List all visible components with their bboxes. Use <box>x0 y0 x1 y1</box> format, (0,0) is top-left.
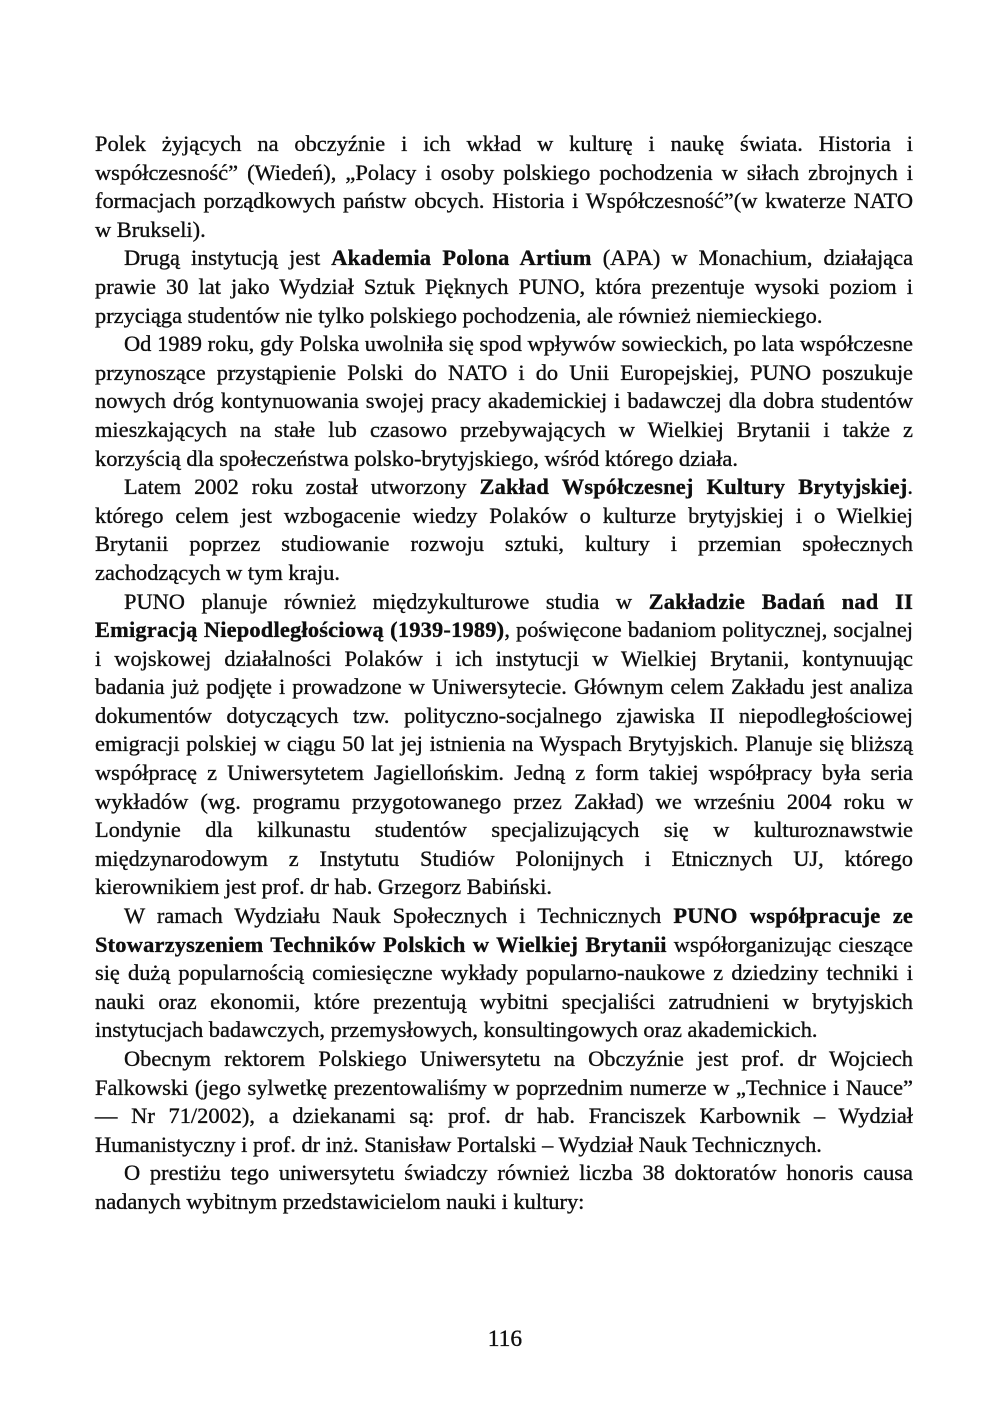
document-body <box>95 130 913 1217</box>
text-segment: Polek żyjących na obczyźnie i ich wkład w kulturę i naukę świata. Historia i współczesność” (Wiedeń), „Polacy i osoby polskiego pochodzenia w siłach zbrojnych i formacjach porządkowych państw obcych. Historia i Współczesność”(w kwaterze NATO w Brukseli). <box>95 131 913 242</box>
text-segment: O prestiżu tego uniwersytetu świadczy również liczba 38 doktoratów honoris causa nadanych wybitnym przedstawicielom nauki i kultury: <box>95 1160 913 1214</box>
paragraph <box>95 902 913 1045</box>
bold-text-segment: PUNO współpracuje ze Stowarzyszeniem Techników Polskich w Wielkiej Brytanii <box>95 903 913 957</box>
text-segment: Latem 2002 roku został utworzony <box>124 474 480 500</box>
text-segment: współorganizując cieszące się dużą popularnością comiesięczne wykłady popularno-naukowe z dziedziny techniki i nauki oraz ekonomii, które prezentują wybitni specjaliści zatrudnieni w brytyjskich instytucjach badawczych, przemysłowych, konsultingowych oraz akademickich. <box>95 931 913 1043</box>
text-segment: Drugą instytucją jest <box>124 245 332 271</box>
paragraph <box>95 244 913 330</box>
bold-text-segment: Zakład Współczesnej Kultury Brytyjskiej <box>479 474 908 500</box>
text-segment: Obecnym rektorem Polskiego Uniwersytetu na Obczyźnie jest prof. dr Wojciech Falkowski (jego sylwetkę prezentowaliśmy w poprzednim numerze w „Technice i Nauce” — Nr 71/2002), a dziekanami są: prof. dr hab. Franciszek Karbownik – Wydział Humanistyczny i prof. dr inż. Stanisław Portalski – Wydział Nauk Technicznych. <box>95 1046 913 1157</box>
bold-text-segment: Akademia Polona Artium <box>331 245 592 271</box>
text-segment: Od 1989 roku, gdy Polska uwolniła się spod wpływów sowieckich, po lata współczesne przynoszące przystąpienie Polski do NATO i do Unii Europejskiej, PUNO poszukuje nowych dróg kontynuowania swojej pracy akademickiej i badawczej dla dobra studentów mieszkających na stałe lub czasowo przebywających w Wielkiej Brytanii i także z korzyścią dla społeczeństwa polsko-brytyjskiego, wśród którego działa. <box>95 331 913 471</box>
text-segment: (APA) w Monachium, działająca prawie 30 lat jako Wydział Sztuk Pięknych PUNO, która prezentuje wysoki poziom i przyciąga studentów nie tylko polskiego pochodzenia, ale również niemieckiego. <box>95 245 914 328</box>
text-segment: PUNO planuje również międzykulturowe studia w <box>124 588 649 614</box>
paragraph <box>95 1159 913 1216</box>
paragraph <box>95 330 913 473</box>
text-segment: W ramach Wydziału Nauk Społecznych i Technicznych <box>124 903 674 929</box>
bold-text-segment: Zakładzie Badań nad II Emigracją Niepodległościową (1939-1989) <box>95 588 913 643</box>
text-segment: , poświęcone badaniom politycznej, socjalnej i wojskowej działalności Polaków i ich instytucji w Wielkiej Brytanii, kontynuując badania już podjęte i prowadzone w Uniwersytecie. Głównym celem Zakładu jest analiza dokumentów dotyczących tzw. polityczno-socjalnego zjawiska II niepodległościowej emigracji polskiej w ciągu 50 lat jej istnienia na Wyspach Brytyjskich. Planuje się bliższą współpracę z Uniwersytetem Jagiellońskim. Jedną z form takiej współpracy była seria wykładów (wg. programu przygotowanego przez Zakład) we wrześniu 2004 roku w Londynie dla kilkunastu studentów specjalizujących się w kulturoznawstwie międzynarodowym z Instytutu Studiów Polonijnych i Etnicznych UJ, którego kierownikiem jest prof. dr hab. Grzegorz Babiński. <box>95 617 913 900</box>
page-number: 116 <box>487 1326 523 1352</box>
paragraph <box>95 130 913 244</box>
text-segment: . którego celem jest wzbogacenie wiedzy Polaków o kulturze brytyjskiej i o Wielkiej Brytanii poprzez studiowanie rozwoju sztuki, kultury i przemian społecznych zachodzących w tym kraju. <box>95 474 913 585</box>
paragraph <box>95 473 913 587</box>
paragraph <box>95 1045 913 1159</box>
paragraph <box>95 588 913 903</box>
